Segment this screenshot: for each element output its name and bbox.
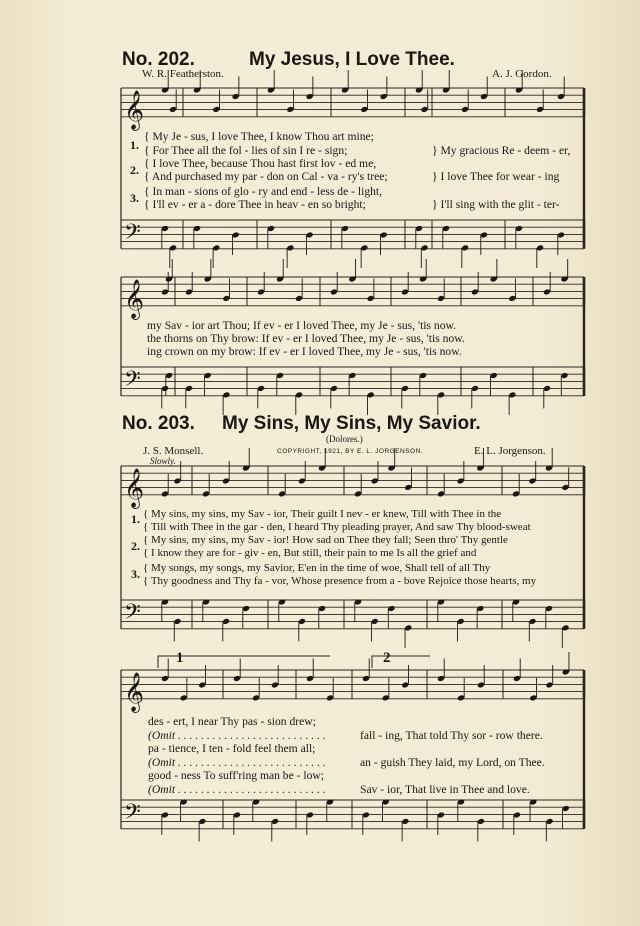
staff (121, 220, 584, 268)
lyric-line: Sav - ior, That live in Thee and love. (360, 783, 530, 796)
lyric-line: the thorns on Thy brow: If ev - er I loved Thee, my Je - sus, 'tis now. (147, 332, 465, 345)
copyright-notice: COPYRIGHT, 1921, BY E. L. JORGENSON. (277, 448, 424, 455)
treble-clef-icon: 𝄞 (124, 278, 145, 319)
staff (121, 367, 584, 415)
lyric-line: } My gracious Re - deem - er, (432, 144, 571, 157)
lyric-line: my Sav - ior art Thou; If ev - er I loved Thee, my Je - sus, 'tis now. (147, 319, 457, 332)
second-ending-label: 2 (383, 650, 391, 666)
staff (121, 598, 584, 647)
hymn-number: No. 202. (122, 49, 195, 70)
composer: E. L. Jorgenson. (474, 445, 546, 457)
lyric-line: des - ert, I near Thy pas - sion drew; (148, 715, 316, 728)
lyric-line: { I love Thee, because Thou hast first lov - ed me, (144, 157, 377, 170)
verse-number: 1. (131, 512, 140, 526)
lyricist: J. S. Monsell. (143, 445, 204, 457)
lyric-line: { I'll ev - er a - dore Thee in heav - en so bright; (144, 198, 366, 211)
bass-clef-icon: 𝄢 (124, 799, 141, 830)
lyric-line: { My Je - sus, I love Thee, I know Thou art mine; (144, 130, 374, 143)
verse-number: 3. (130, 191, 139, 205)
staff (121, 652, 584, 713)
treble-clef-icon: 𝄞 (124, 89, 145, 130)
lyric-line: { Till with Thee in the gar - den, I heard Thy pleading prayer, And saw Thy blood-sweat (143, 521, 531, 533)
lyric-line: an - guish They laid, my Lord, on Thee. (360, 756, 545, 769)
lyric-line: { And purchased my par - don on Cal - va - ry's tree; (144, 170, 388, 183)
hymn-number: No. 203. (122, 413, 195, 434)
bass-clef-icon: 𝄢 (124, 599, 141, 630)
tempo-marking: Slowly. (150, 456, 176, 466)
second-ending-bracket (372, 656, 430, 668)
lyric-line: { For Thee all the fol - lies of sin I re - sign; (144, 144, 348, 157)
composer: A. J. Gordon. (492, 68, 552, 80)
omit-line: (Omit . . . . . . . . . . . . . . . . . . . . . . . . . . (148, 729, 326, 742)
lyric-line: } I'll sing with the glit - ter- (432, 198, 560, 211)
hymn-title: My Jesus, I Love Thee. (249, 49, 455, 70)
staff (121, 259, 584, 320)
lyric-line: { My songs, my songs, my Savior, E'en in the time of woe, Shall tell of all Thy (143, 562, 491, 574)
omit-line: (Omit . . . . . . . . . . . . . . . . . . . . . . . . . . (148, 756, 326, 769)
bass-clef-icon: 𝄢 (124, 366, 141, 397)
lyric-line: } I love Thee for wear - ing (432, 170, 560, 183)
first-ending-bracket (158, 656, 330, 668)
first-ending-label: 1 (176, 650, 184, 666)
lyric-line: { In man - sions of glo - ry and end - less de - light, (144, 185, 383, 198)
lyric-line: good - ness To suff'ring man be - low; (148, 769, 325, 782)
bass-clef-icon: 𝄢 (124, 219, 141, 250)
lyric-line: ing crown on my brow: If ev - er I loved Thee, my Je - sus, 'tis now. (147, 345, 462, 358)
lyric-line: fall - ing, That told Thy sor - row there. (360, 729, 543, 742)
lyric-line: { Thy goodness and Thy fa - vor, Whose presence from a - bove Rejoice those hearts, my (143, 575, 537, 587)
verse-number: 3. (131, 567, 140, 581)
staff (121, 798, 584, 841)
treble-clef-icon: 𝄞 (124, 671, 145, 712)
verse-number: 1. (130, 138, 139, 152)
tune-name: (Dolores.) (326, 434, 363, 444)
verse-number: 2. (130, 163, 139, 177)
lyric-line: { My sins, my sins, my Sav - ior! How sad on Thee they fall; Seen thro' Thy gentle (143, 534, 508, 546)
staff (121, 445, 584, 509)
lyricist: W. R. Featherston. (142, 68, 224, 80)
lyric-line: pa - tience, I ten - fold feel them all; (148, 742, 316, 755)
lyric-line: { I know they are for - giv - en, But still, their pain to me Is all the grief and (143, 547, 477, 559)
omit-line: (Omit . . . . . . . . . . . . . . . . . . . . . . . . . . (148, 783, 326, 796)
verse-number: 2. (131, 539, 140, 553)
treble-clef-icon: 𝄞 (124, 467, 145, 508)
hymn-title: My Sins, My Sins, My Savior. (222, 413, 481, 434)
lyric-line: { My sins, my sins, my Sav - ior, Their guilt I nev - er knew, Till with Thee in the (143, 508, 502, 520)
